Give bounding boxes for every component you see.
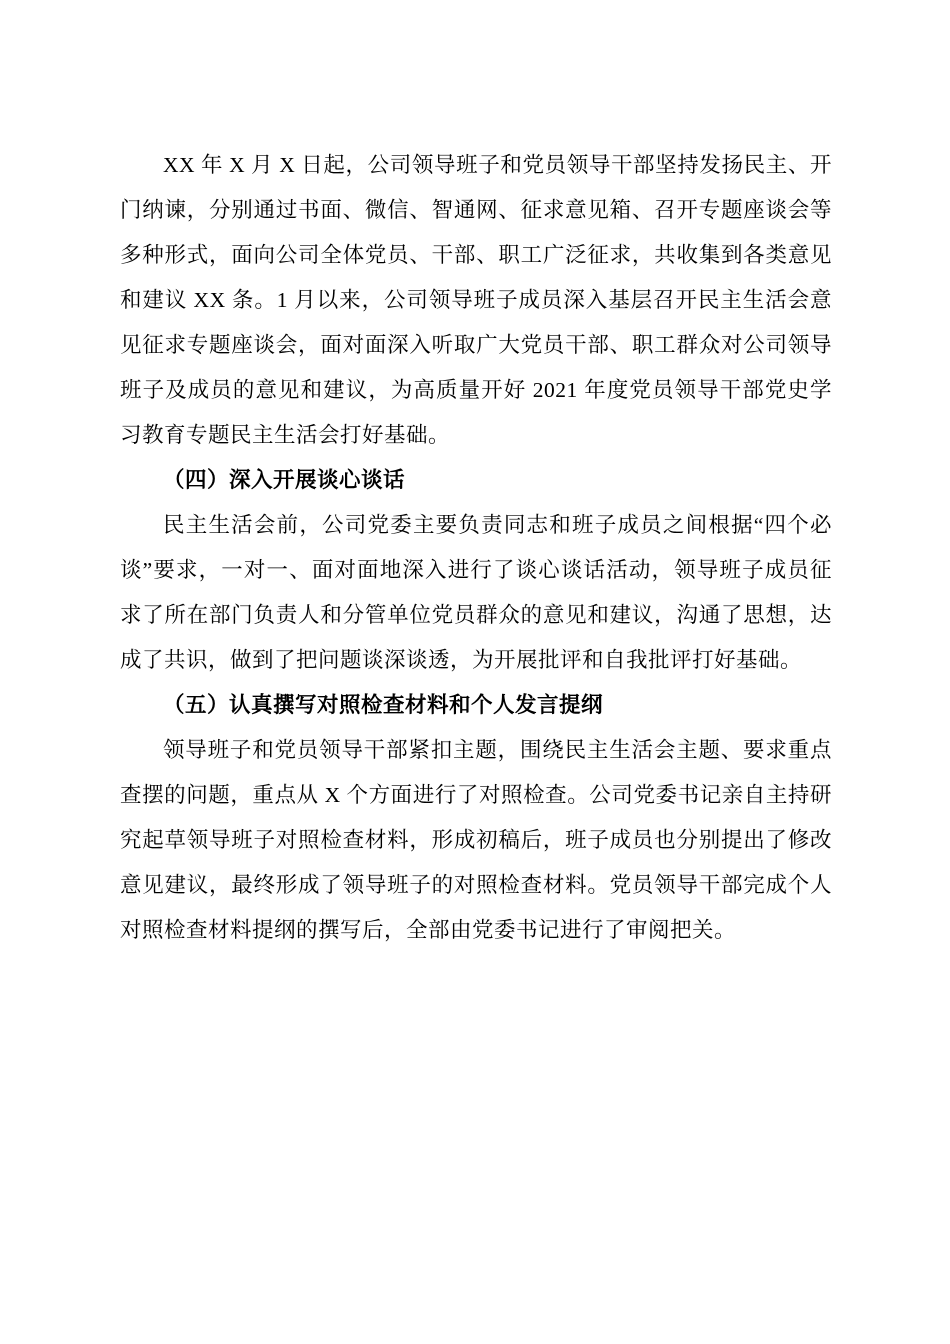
paragraph-opinion-collection: XX 年 X 月 X 日起，公司领导班子和党员领导干部坚持发扬民主、开门纳谏，分别通过书面、微信、智通网、征求意见箱、召开专题座谈会等多种形式，面向公司全体党员、干部、职工广泛征求，共收集到各类意见和建议 XX 条。1 月以来，公司领导班子成员深入基层召开民主生活会意见征求专题座谈会，面对面深入听取广大党员干部、职工群众对公司领导班子及成员的意见和建议，为高质量开好 2021 年度党员领导干部党史学习教育专题民主生活会打好基础。 <box>120 153 832 447</box>
paragraph-heart-to-heart-talks: 民主生活会前，公司党委主要负责同志和班子成员之间根据“四个必谈”要求，一对一、面对面地深入进行了谈心谈话活动，领导班子成员征求了所在部门负责人和分管单位党员群众的意见和建议，沟通了思想，达成了共识，做到了把问题谈深谈透，为开展批评和自我批评打好基础。 <box>120 513 832 672</box>
section-heading-five: （五）认真撰写对照检查材料和个人发言提纲 <box>163 693 604 717</box>
document-body <box>120 143 832 953</box>
section-heading-four: （四）深入开展谈心谈话 <box>163 468 406 492</box>
paragraph-inspection-materials: 领导班子和党员领导干部紧扣主题，围绕民主生活会主题、要求重点查摆的问题，重点从 X 个方面进行了对照检查。公司党委书记亲自主持研究起草领导班子对照检查材料，形成初稿后，班子成员也分别提出了修改意见建议，最终形成了领导班子的对照检查材料。党员领导干部完成个人对照检查材料提纲的撰写后，全部由党委书记进行了审阅把关。 <box>120 738 832 942</box>
